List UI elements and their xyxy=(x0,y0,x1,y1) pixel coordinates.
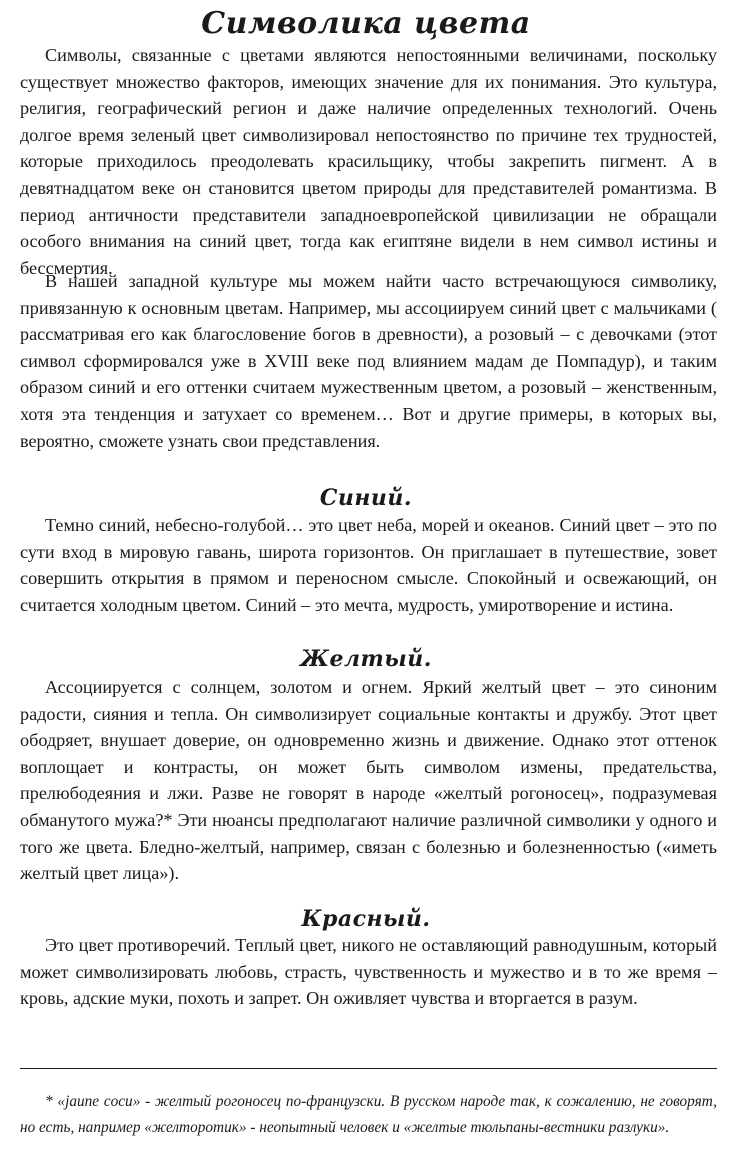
section-text-red: Это цвет противоречий. Теплый цвет, никого не оставляющий равнодушным, который может символизировать любовь, страсть, чувственность и мужество и в то же время – кровь, адские муки, похоть и запрет. Он оживляет чувства и вторгается в разум. xyxy=(20,935,717,1009)
intro-paragraph-2: В нашей западной культуре мы можем найти часто встречающуюся символику, привязанную к основным цветам. Например, мы ассоциируем синий цвет с мальчиками ( рассматривая его как благословение богов в древности), а розовый – с девочками (этот символ сформировался уже в XVIII веке под влиянием мадам де Помпадур), и таким образом синий и его оттенки считаем мужественным цветом, а розовый – женственным, хотя эта тенденция и затухает со временем… Вот и другие примеры, в которых вы, вероятно, сможете узнать свои представления. xyxy=(20,271,717,451)
footnote-divider xyxy=(20,1068,717,1069)
section-heading-red: Красный. xyxy=(301,906,431,932)
section-heading-yellow: Желтый. xyxy=(300,646,432,672)
intro-paragraph-1: Символы, связанные с цветами являются непостоянными величинами, поскольку существует множество факторов, имеющих значение для их понимания. Это культура, религия, географический регион и даже наличие определенных технологий. Очень долгое время зеленый цвет символизировал непостоянство по причине тех трудностей, которые приходилось преодолевать красильщику, чтобы закрепить пигмент. А в девятнадцатом веке он становится цветом природы для представителей романтизма. В период античности представители западноевропейской цивилизации не обращали особого внимания на синий цвет, тогда как египтяне видели в нем символ истины и бессмертия. xyxy=(20,45,717,278)
section-heading-blue: Синий. xyxy=(319,485,413,511)
section-text-blue: Темно синий, небесно-голубой… это цвет неба, морей и океанов. Синий цвет – это по сути вход в мировую гавань, широта горизонтов. Он приглашает в путешествие, зовет совершить открытия в прямом и переносном смысле. Спокойный и освежающий, он считается холодным цветом. Синий – это мечта, мудрость, умиротворение и истина. xyxy=(20,515,717,615)
section-text-yellow: Ассоциируется с солнцем, золотом и огнем. Яркий желтый цвет – это синоним радости, сияния и тепла. Он символизирует социальные контакты и дружбу. Этот цвет ободряет, внушает доверие, он одновременно жизнь и движение. Однако этот оттенок воплощает и контрасты, он может быть символом измены, предательства, прелюбодеяния и лжи. Разве не говорят в народе «желтый рогоносец», подразумевая обманутого мужа?* Эти нюансы предполагают наличие различной символики у одного и того же цвета. Бледно-желтый, например, связан с болезнью и болезненностью («иметь желтый цвет лица»). xyxy=(20,677,717,884)
footnote: * «jaune cocu» - желтый рогоносец по-французски. В русском народе так, к сожалению, не говорят, но есть, например «желторотик» - неопытный человек и «желтые тюльпаны-вестники разлуки». xyxy=(20,1093,717,1136)
page-title: Символика цвета xyxy=(201,6,531,41)
